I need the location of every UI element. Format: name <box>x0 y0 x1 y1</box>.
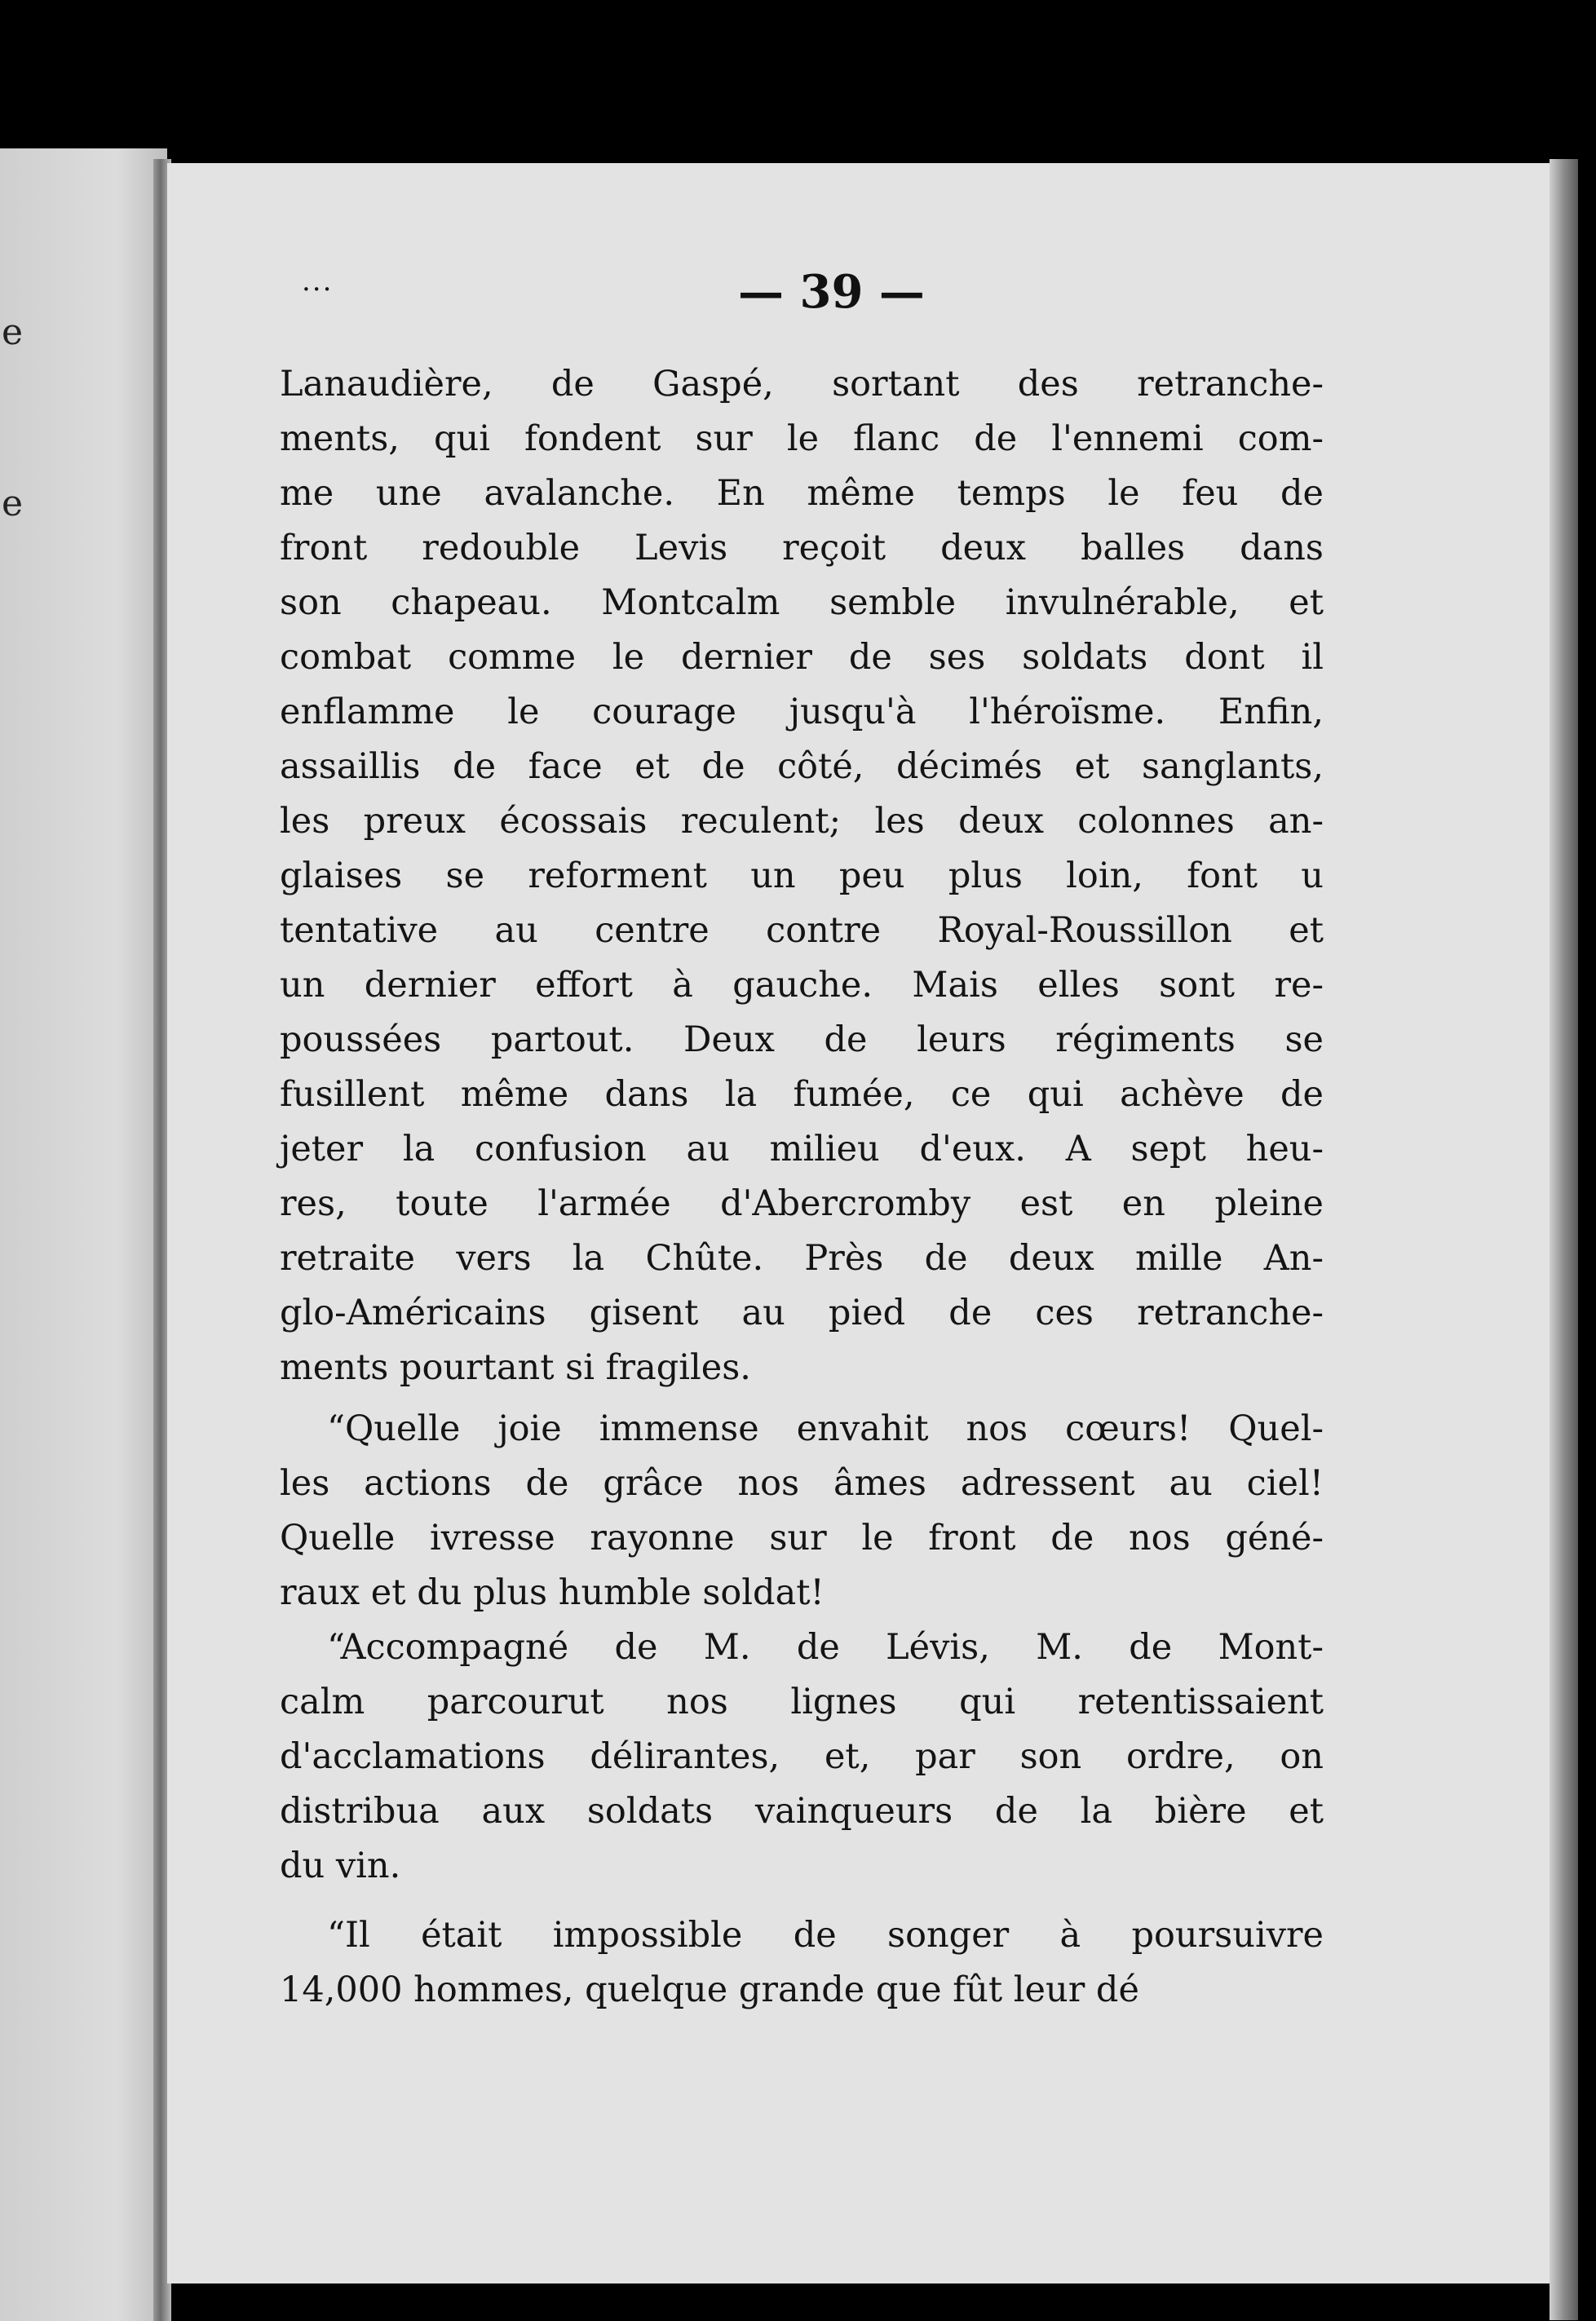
text-line: ments pourtant si fragiles. <box>280 1347 751 1388</box>
page-body-text <box>280 357 1324 2018</box>
text-line: raux et du plus humble soldat! <box>280 1572 825 1613</box>
text-line: “Quelle joie immense envahit nos cœurs! Quel- <box>327 1408 1324 1449</box>
text-line: me une avalanche. En même temps le feu de <box>280 473 1324 514</box>
text-line: fusillent même dans la fumée, ce qui achève de <box>280 1074 1324 1115</box>
text-line: glo-Américains gisent au pied de ces retranche- <box>280 1293 1324 1333</box>
facing-page-text-fragment: e <box>2 483 24 524</box>
text-line: ments, qui fondent sur le flanc de l'ennemi com- <box>280 418 1324 459</box>
paragraph <box>280 1402 1324 1620</box>
page-header <box>302 265 1443 330</box>
text-line: enflamme le courage jusqu'à l'héroïsme. Enfin, <box>280 692 1324 732</box>
text-line: Quelle ivresse rayonne sur le front de nos géné- <box>280 1518 1324 1558</box>
text-line: combat comme le dernier de ses soldats dont il <box>280 637 1324 678</box>
paragraph <box>280 1908 1324 2018</box>
text-line: “Il était impossible de songer à poursuivre <box>327 1915 1324 1956</box>
page-number: — 39 — <box>738 265 925 319</box>
paragraph <box>280 357 1324 1395</box>
text-line: jeter la confusion au milieu d'eux. A sept heu- <box>280 1129 1324 1169</box>
text-line: poussées partout. Deux de leurs régiments se <box>280 1019 1324 1060</box>
text-line: assaillis de face et de côté, décimés et sanglants, <box>280 746 1324 787</box>
text-line: d'acclamations délirantes, et, par son ordre, on <box>280 1736 1324 1777</box>
text-line: glaises se reforment un peu plus loin, font u <box>280 855 1324 896</box>
text-line: 14,000 hommes, quelque grande que fût leur dé <box>280 1970 1139 2010</box>
text-line: un dernier effort à gauche. Mais elles sont re- <box>280 965 1324 1006</box>
text-line: res, toute l'armée d'Abercromby est en pleine <box>280 1183 1324 1224</box>
text-line: les actions de grâce nos âmes adressent au ciel! <box>280 1463 1324 1504</box>
text-line: front redouble Levis reçoit deux balles dans <box>280 528 1324 568</box>
text-line: retraite vers la Chûte. Près de deux mille An- <box>280 1238 1324 1279</box>
text-line: distribua aux soldats vainqueurs de la bière et <box>280 1791 1324 1832</box>
page-edge-shadow <box>1550 159 1578 2320</box>
text-line: tentative au centre contre Royal-Roussillon et <box>280 910 1324 951</box>
header-mark: ... <box>302 265 334 298</box>
paragraph <box>280 1620 1324 1894</box>
text-line: son chapeau. Montcalm semble invulnérable, et <box>280 582 1324 623</box>
text-line: Lanaudière, de Gaspé, sortant des retranche- <box>280 364 1324 405</box>
text-line: “Accompagné de M. de Lévis, M. de Mont- <box>327 1627 1324 1668</box>
text-line: calm parcourut nos lignes qui retentissaient <box>280 1682 1324 1722</box>
facing-page-text-fragment: e <box>2 312 24 353</box>
text-line: les preux écossais reculent; les deux colonnes an- <box>280 801 1324 842</box>
facing-page-edge <box>0 148 167 2321</box>
text-line: du vin. <box>280 1846 401 1886</box>
